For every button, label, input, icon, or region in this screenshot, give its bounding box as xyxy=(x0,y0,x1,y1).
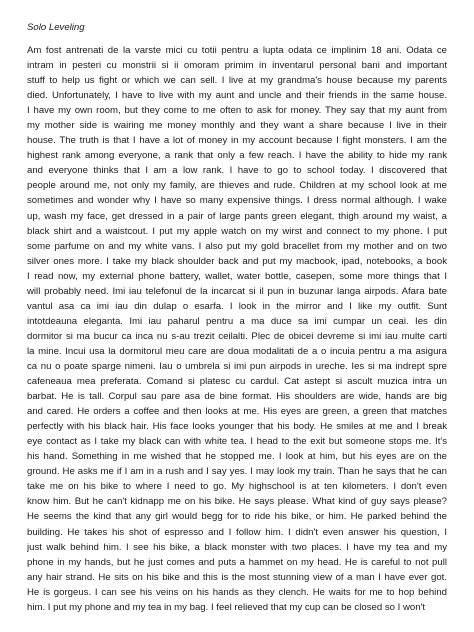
text-line: intram in pesteri cu monstrii si ii omoram primim in inventarul personal bani and important xyxy=(27,60,447,72)
text-line: vantul asa ca imi iau din dulap o esarfa. I look in the mirror and I like my outfit. Sunt xyxy=(27,300,447,312)
text-line: phone in my hands, but he just comes and puts a hammet on my head. He is careful to not pull xyxy=(27,556,447,568)
document-body xyxy=(27,43,447,615)
text-line: barbat. He is tall. Corpul sau pare asa de bine format. His shoulders are wide, hands are big xyxy=(27,391,447,403)
text-line: and everyone thinks that I am a low rank. I have to go to school today. I discovered that xyxy=(27,165,447,177)
text-line: cafeneaua mea preferata. Comand si platesc cu cardul. Cat astept si ascult muzica intra un xyxy=(27,376,447,388)
text-line: him. I put my phone and my tea in my bag. I feel relieved that my cup can be closed so I won't xyxy=(27,601,426,613)
text-line: building. He takes his shot of espresso and I follow him. I didn't even answer his question, I xyxy=(27,526,447,538)
text-line: died. Unfortunately, I have to live with my aunt and uncle and their friends in the same house. xyxy=(27,90,447,102)
text-line: up, wash my face, get dressed in a pair of large pants green elegant, thigh around my waist, a xyxy=(27,210,447,222)
text-line: silver ones more. I take my black shoulder back and put my macbook, ipad, notebooks, a book xyxy=(27,255,447,267)
text-line: take me on his bike to where I need to go. My highschool is at ten kilometers. I don't even xyxy=(27,481,447,493)
document-title: Solo Leveling xyxy=(27,22,85,33)
text-line: ca nu o poate sparge nimeni. Iau o umbrela si imi pun airpods in ureche. Ies si ma indrept spre xyxy=(27,360,447,372)
text-line: perfectly with his black hair. His face looks younger that his body. He smiles at me and I break xyxy=(27,421,447,433)
text-line: He is gorgeus. I can see his veins on his hands as they clench. He waits for me to hop behind xyxy=(27,586,447,598)
text-line: Am fost antrenati de la varste mici cu totii pentru a lupta odata ce implinim 18 ani. Odata ce xyxy=(27,45,447,56)
text-line: I read now, my external phone battery, wallet, water bottle, casepen, some more things that I xyxy=(27,270,447,282)
text-line: ground. He asks me if I am in a rush and I say yes. I may look my train. Than he says that he can xyxy=(27,466,447,478)
text-line: la mine. Incui usa la dormitorul meu care are doua modalitati de a o incuia pentru a ma asigura xyxy=(27,345,447,357)
text-line: just walk behind him. I see his bike, a black monster with two places. I have my tea and my xyxy=(27,541,447,553)
text-line: know him. But he can't kidnapp me on his bike. He says please. What kind of guy says please? xyxy=(27,496,447,508)
text-line: house. The truth is that I have a lot of money in my account because I fight monsters. I am the xyxy=(27,135,447,147)
text-line: will probably need. Imi iau telefonul de la incarcat si il pun in buzunar langa airpods. Afara bate xyxy=(27,285,447,297)
text-line: highest rank among everyone, a rank that only a few reach. I have the ability to hide my rank xyxy=(27,150,447,162)
text-line: and cared. He orders a coffee and then looks at me. His eyes are green, a green that matches xyxy=(27,406,447,418)
text-line: He seems the kind that any girl would begg for to ride his bike, or him. He parked behind the xyxy=(27,511,447,523)
text-line: people around me, not only my family, are thieves and rude. Children at my school look at me xyxy=(27,180,447,192)
text-line: any hair strand. He sits on his bike and this is the most stunning view of a man I have ever got. xyxy=(27,571,447,583)
text-line: dormitor si ma bucur ca inca nu s-au trezit ceilalti. Plec de obicei devreme si imi iau multe carti xyxy=(27,330,447,342)
text-line: sometimes and wonder why I have so many expensive things. I dress normal although. I wake xyxy=(27,195,447,207)
text-line: my mother side is wairing me money monthly and they want a share because I live in their xyxy=(27,120,447,132)
text-line: eye contact as I take my black can with white tea. I head to the exit but someone stops me. It's xyxy=(27,436,447,448)
text-line: his hand. Something in me wished that he stopped me. I look at him, but his eyes are on the xyxy=(27,451,447,463)
text-line: stuff to help us fight or which we can sell. I live at my grandma's house because my parents xyxy=(27,75,447,87)
text-line: intotdeauna eleganta. Imi iau paharul pentru a ma duce sa imi cumpar un ceai. Ies din xyxy=(27,315,447,327)
text-line: I have my own room, but they come to me often to ask for money. They say that my aunt from xyxy=(27,105,447,117)
text-line: black shirt and a waistcout. I put my apple watch on my wirst and connect to my phone. I put xyxy=(27,225,447,237)
text-line: some parfume on and my white vans. I also put my gold bracellet from my mother and on two xyxy=(27,240,447,252)
